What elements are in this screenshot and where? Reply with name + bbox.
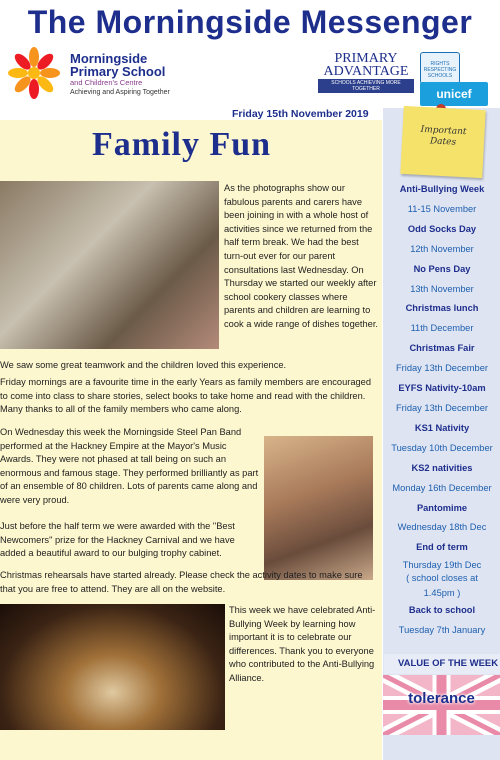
- school-logo-icon: [4, 46, 68, 100]
- note-line2: Dates: [429, 136, 457, 148]
- date-value: ( school closes at: [406, 573, 478, 584]
- important-dates-note: [400, 106, 485, 178]
- steel-pan-concert-photo: [0, 604, 225, 730]
- value-of-the-week-word: tolerance: [408, 690, 475, 707]
- primary-advantage-line1: PRIMARY: [334, 51, 398, 66]
- school-name-line1: Morningside: [70, 51, 148, 66]
- important-dates-list: [384, 180, 500, 641]
- rights-respecting-text: RIGHTS RESPECTING SCHOOLS: [423, 61, 457, 79]
- date-event: End of term: [416, 542, 468, 553]
- date-value: 11th December: [410, 323, 474, 334]
- date-value: Friday 13th December: [396, 402, 488, 413]
- date-value: 11-15 November: [407, 203, 477, 214]
- school-subtitle: and Children's Centre: [70, 78, 143, 87]
- unicef-logo: unicef: [420, 82, 488, 106]
- issue-date: Friday 15th November 2019: [232, 108, 369, 120]
- date-event: KS2 nativities: [411, 462, 473, 473]
- date-value: 13th November: [410, 283, 474, 294]
- note-line1: Important: [420, 124, 467, 138]
- paragraph-award: Just before the half term we were awarded with the "Best Newcomers" prize for the Hackney Carnival and we have added a beautiful award to our bulging trophy cabinet.: [0, 521, 235, 559]
- date-event: Anti-Bullying Week: [399, 184, 485, 194]
- date-event: Christmas Fair: [409, 343, 475, 354]
- date-value: Monday 16th December: [392, 482, 492, 493]
- date-event: KS1 Nativity: [414, 422, 470, 433]
- rights-respecting-logo: [420, 52, 460, 84]
- date-event: Pantomime: [416, 502, 468, 513]
- paragraph-christmas: Christmas rehearsals have started already. Please check the activity dates to make sure that you are free to attend. They are all on the website.: [0, 570, 363, 594]
- date-value: Friday 13th December: [396, 363, 488, 374]
- date-event: Christmas lunch: [405, 303, 479, 314]
- date-value: Wednesday 18th Dec: [397, 522, 487, 533]
- paragraph-steel-pan: On Wednesday this week the Morningside Steel Pan Band performed at the Hackney Empire at the Mayor's Music Awards. They were not phased at tall being on such an enormous and famous stage. They performed brilliantly as part of an ensemble of 80 children. Lots of parents came along and were very proud.: [0, 427, 259, 505]
- story-time-photo: [264, 436, 373, 580]
- date-event: Odd Socks Day: [407, 223, 477, 234]
- paragraph-anti-bullying: This week we have celebrated Anti-Bullying Week by learning how important it is to celebrate our differences. Thank you to everyone who contributed to the Anti-Bullying Alliance.: [229, 605, 376, 683]
- date-value: 12th November: [410, 243, 474, 254]
- primary-advantage-line2: ADVANTAGE: [323, 64, 409, 79]
- headline: Family Fun: [92, 126, 272, 163]
- value-of-the-week-label: VALUE OF THE WEEK: [384, 654, 500, 674]
- date-event: No Pens Day: [413, 263, 471, 274]
- paragraph-family-fun: As the photographs show our fabulous parents and carers have been joining in with a whole host of activities since we returned from the half term break. We had the best turn-out ever for our parent consultations last Wednesday. On Thursday we started our weekly after school cookery classes where parents and children are learning to cook a wide range of dishes together.: [224, 183, 379, 329]
- school-motto: Achieving and Aspiring Together: [70, 89, 170, 96]
- date-value: 1.45pm ): [423, 588, 461, 599]
- cookery-class-photo: [0, 181, 219, 349]
- date-event: Back to school: [408, 605, 476, 616]
- primary-advantage-logo: [318, 52, 414, 93]
- primary-advantage-tagline: SCHOOLS ACHIEVING MORE TOGETHER: [318, 79, 414, 93]
- date-value: Tuesday 7th January: [398, 625, 486, 636]
- school-name: [70, 52, 170, 98]
- date-value: Thursday 19th Dec: [402, 560, 482, 571]
- paragraph-teamwork: We saw some great teamwork and the children loved this experience.: [0, 360, 287, 370]
- paragraph-early-years: Friday mornings are a favourite time in the early Years as family members are encouraged to come into class to share stories, select books to take home and read with the children. Many thanks to all of the family members who came along.: [0, 377, 372, 415]
- school-name-line2: Primary School: [70, 64, 166, 79]
- date-value: Tuesday 10th December: [391, 442, 493, 453]
- newsletter-title: The Morningside Messenger: [27, 4, 473, 40]
- date-event: EYFS Nativity-10am: [398, 383, 486, 394]
